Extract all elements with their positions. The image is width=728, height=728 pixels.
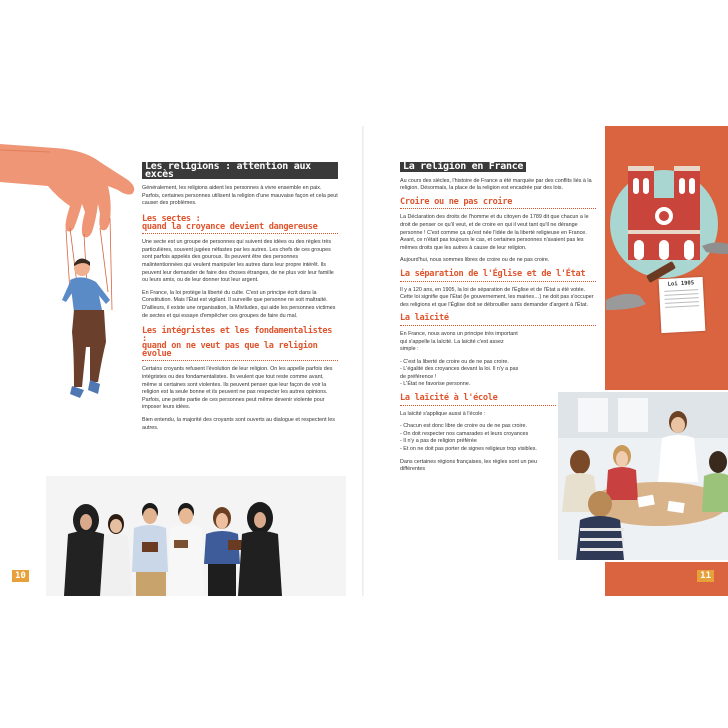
laicite-list: [400, 359, 520, 389]
left-intro: Généralement, les religions aident les personnes à vivre ensemble en paix. Parfois, certaines personnes utilisent la religion d'une mauvaise façon et cela peut causer des problèmes.: [142, 185, 338, 207]
ecole-paragraph: La laïcité s'applique aussi à l'école :: [400, 410, 486, 417]
ecole-list-item: - Il n'y a pas de religion préférée: [400, 438, 477, 445]
left-page: [0, 126, 362, 596]
page-number-left: 10: [12, 570, 29, 582]
separation-heading: La séparation de l'Église et de l'État: [400, 271, 596, 282]
ecole-list-item: - Et on ne doit pas porter de signes religieux trop visibles.: [400, 446, 537, 453]
laicite-list-item: - C'est la liberté de croire ou de ne pas croire.: [400, 358, 509, 365]
left-text-column: [142, 162, 338, 437]
laicite-list-item: - L'État ne favorise personne.: [400, 381, 471, 388]
left-page-title: Les religions : attention aux excès: [142, 162, 338, 179]
integristes-heading: [142, 328, 338, 361]
right-intro: Au cours des siècles, l'histoire de France a été marquée par des conflits liés à la religion. Désormais, la place de la religion est encadrée par des lois.: [400, 177, 592, 192]
ecole-list-item: - Chacun est donc libre de croire ou de ne pas croire.: [400, 423, 528, 430]
sectes-paragraph-1: Une secte est un groupe de personnes qui suivent des idées ou des règles très particulières, souvent jugées néfastes par les autres. Les chefs de ces groupes sont parfois appelés des gourous. Ils peuvent être des personnes malintentionnées qui veulent manipuler les autres dans leur propre intérêt. Ils peuvent leur demander de faire des choses étranges, de ne plus voir leur famille ou leurs amis, ou de leur donner tout leur argent.: [142, 239, 334, 284]
separation-paragraph: Il y a 120 ans, en 1905, la loi de séparation de l'Église et de l'État a été votée. Cette loi signifie que l'État (le gouvernement, les mairies…) ne doit pas s'occuper des religions et que l'Église doit se débrouiller sans demander d'argent à l'État.: [400, 286, 594, 308]
sectes-heading-line1: Les sectes :: [142, 213, 201, 224]
puppeteer-illustration: [0, 142, 140, 432]
ecole-list: [400, 423, 550, 453]
integristes-heading-line1: Les intégristes et les fondamentalistes :: [142, 326, 333, 344]
book-spread: [0, 126, 728, 596]
croire-heading: Croire ou ne pas croire: [400, 199, 596, 210]
ecole-heading: La laïcité à l'école: [400, 395, 596, 406]
right-page-title: La religion en France: [400, 162, 526, 172]
classroom-photo: [556, 390, 728, 562]
integristes-heading-line2: quand on ne veut pas que la religion évolue: [142, 341, 318, 359]
laicite-paragraph: En France, nous avons un principe très important qui s'appelle la laïcité. La laïcité c'est assez simple :: [400, 330, 518, 353]
sectes-heading-line2: quand la croyance devient dangereuse: [142, 221, 318, 232]
right-page: [364, 126, 728, 596]
croire-paragraph-1: La Déclaration des droits de l'homme et du citoyen de 1789 dit que chacun a le droit de penser ce qu'il veut, et de croire en qui il veut tant qu'il ne dérange personne ! C'est comme ça qu'est née l'idée de la liberté religieuse en France. Avant, ce n'était pas toujours le cas, et certaines personnes n'avaient pas les mêmes droits que les autres à cause de leur religion.: [400, 214, 589, 251]
page-number-right: 11: [697, 570, 714, 582]
law-document: [659, 277, 706, 333]
sectes-paragraph-2: En France, la loi protège la liberté du culte. C'est un principe écrit dans la Constitution. Mais l'État est vigilant. Il surveille que personne ne soit maltraité. D'ailleurs, il existe une organisation, la Miviludes, qui aide les personnes victimes de sectes et qui essaye d'empêcher ces groupes de faire du mal.: [142, 289, 336, 319]
integristes-paragraph-2: Bien entendu, la majorité des croyants sont ouverts au dialogue et respectent les autres.: [142, 417, 335, 431]
laicite-heading: La laïcité: [400, 315, 596, 326]
integristes-paragraph-1: Certains croyants refusent l'évolution de leur religion. On les appelle parfois des intégristes ou des fondamentalistes. Ils veulent que tout reste comme avant, même si certaines sont violentes. Ils peuvent penser que leur façon de voir la religion est la seule bonne et ils peuvent ne pas respecter les autres opinions. Parfois, une petite partie de ces personnes peut même devenir violente pour imposer leurs idées.: [142, 366, 333, 411]
believers-group-photo: [46, 476, 346, 596]
law-document-label: Loi 1905: [667, 280, 695, 288]
sectes-heading: [142, 213, 338, 234]
croire-paragraph-2: Aujourd'hui, nous sommes libres de croire ou de ne pas croire.: [400, 257, 550, 264]
ecole-paragraph-2: Dans certaines régions françaises, les règles sont un peu différentes: [400, 458, 537, 473]
ecole-list-item: - On doit respecter nos camarades et leurs croyances: [400, 430, 529, 437]
laicite-list-item: - L'égalité des croyances devant la loi. Il n'y a pas de préférence !: [400, 366, 519, 380]
